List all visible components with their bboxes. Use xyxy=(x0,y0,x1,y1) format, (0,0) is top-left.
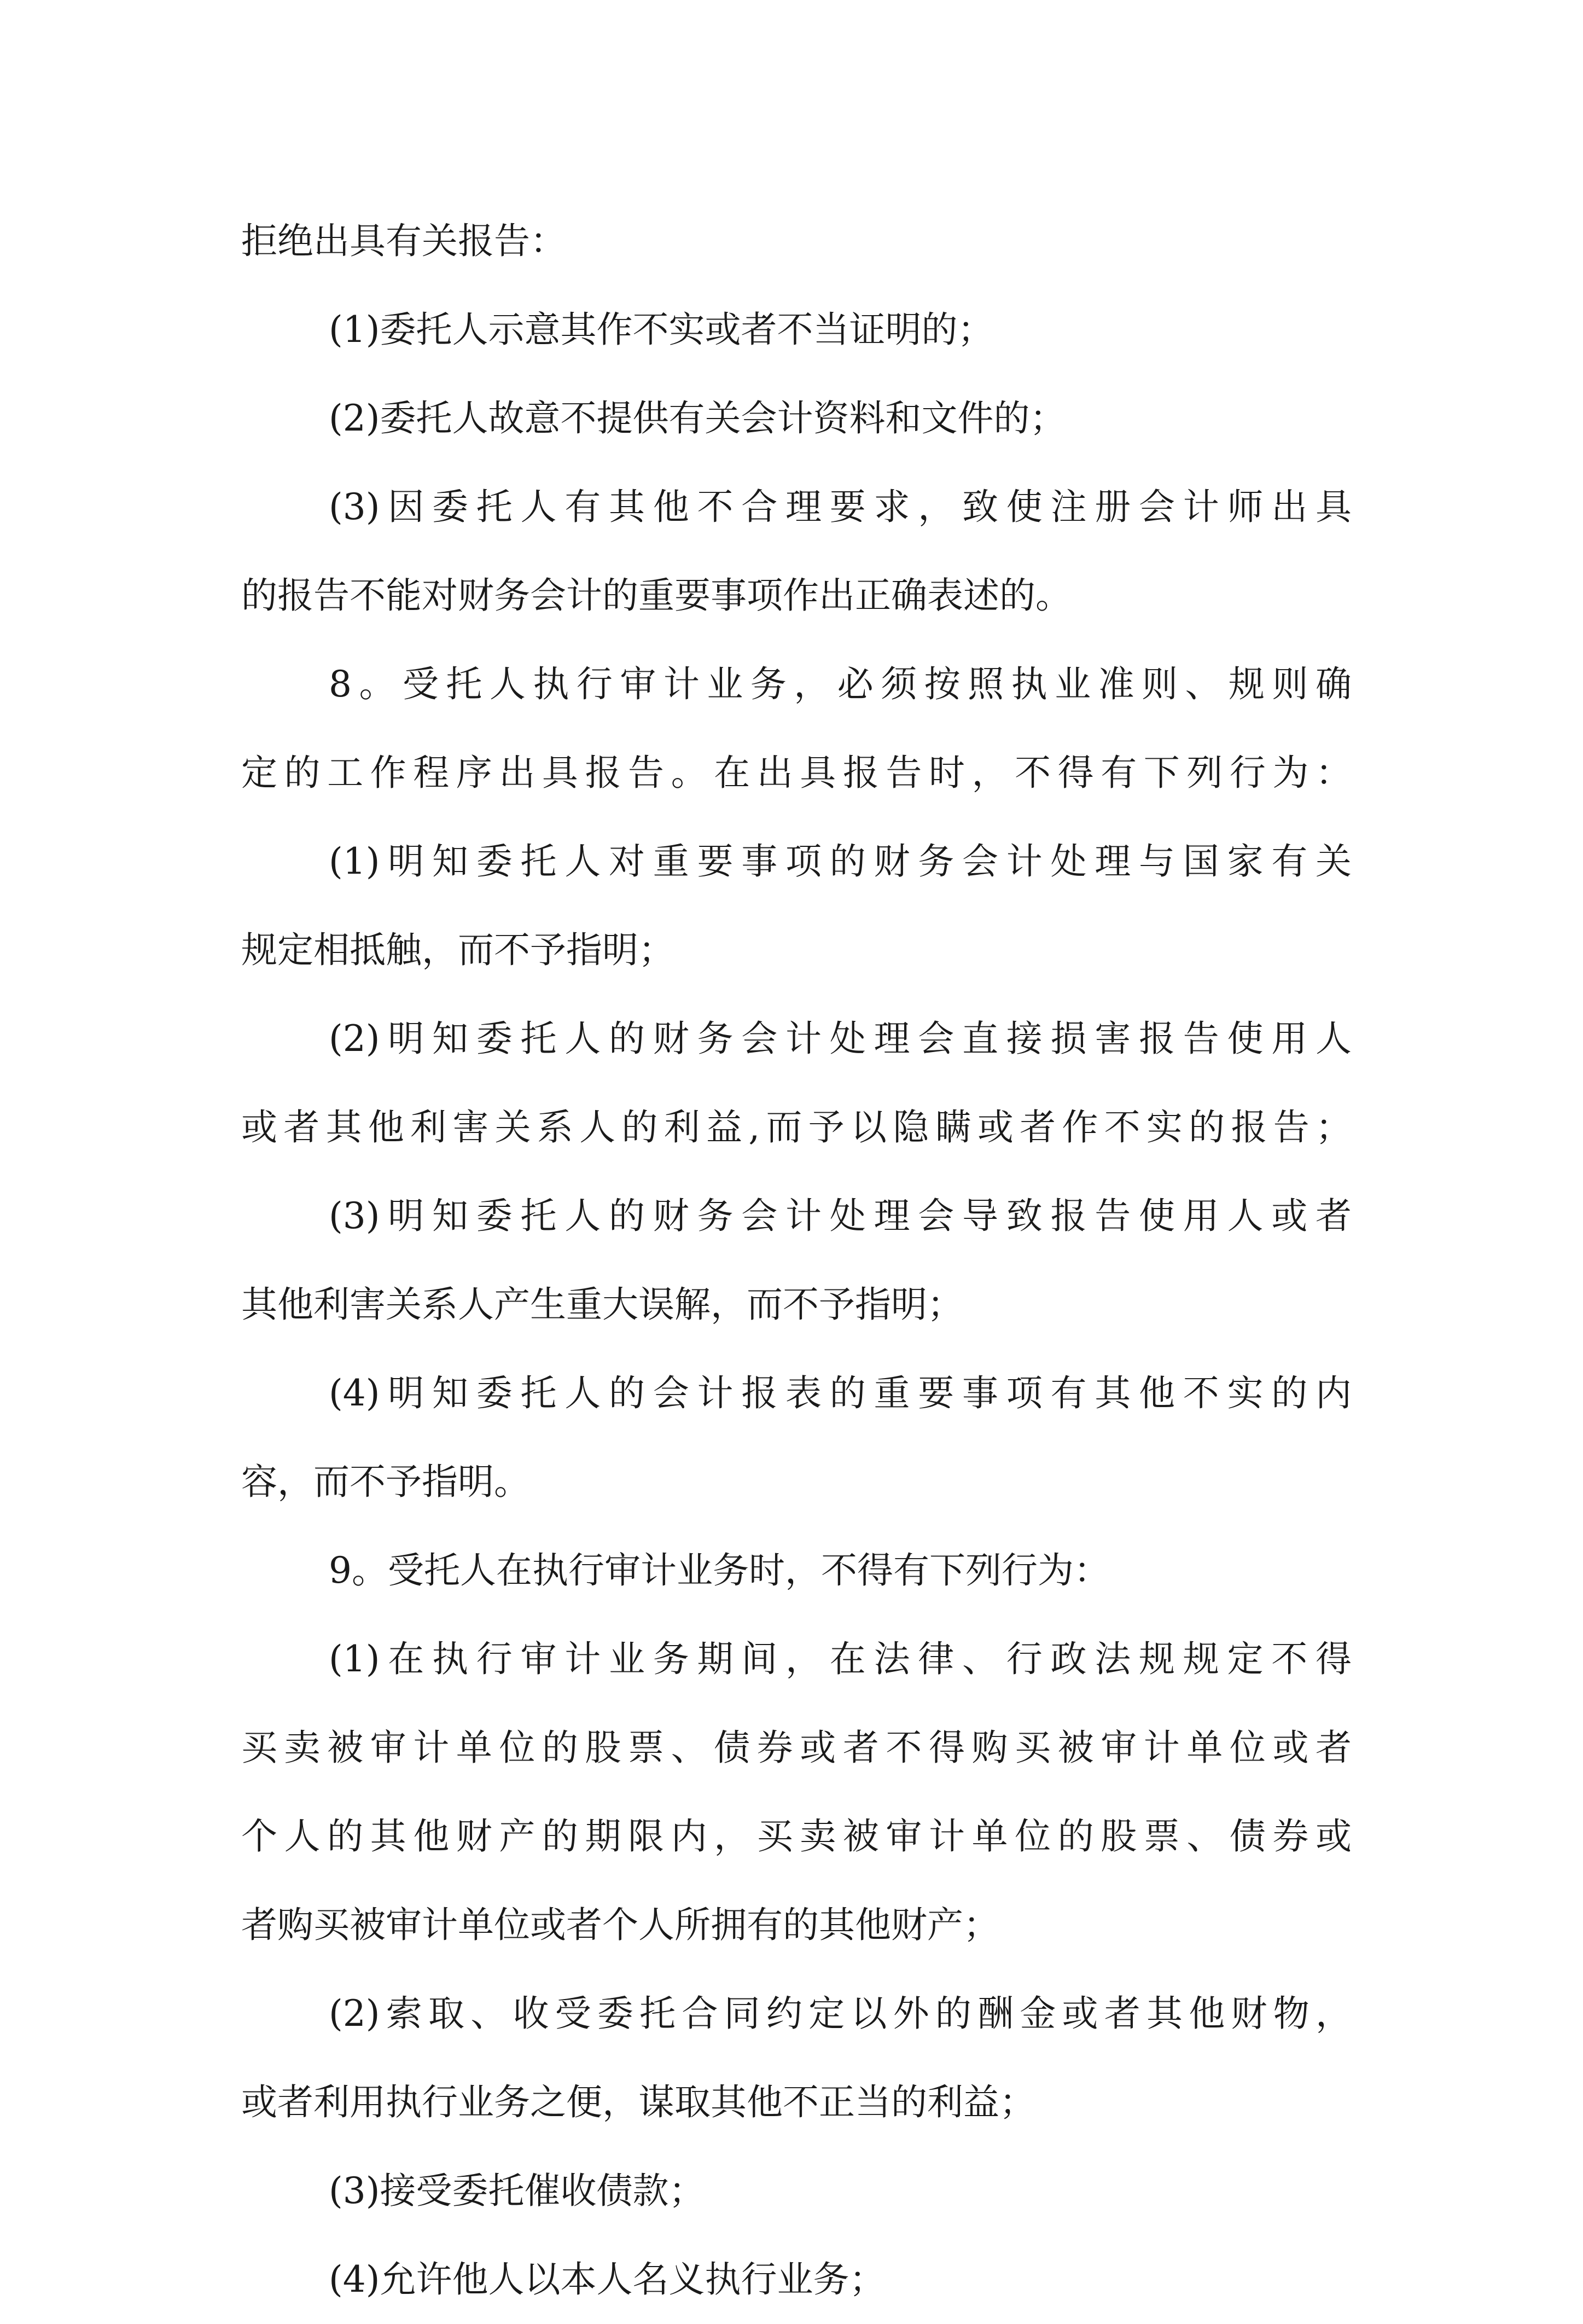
list-item-2-prohibited-reporting: (2)明知委托人的财务会计处理会直接损害报告使用人 xyxy=(329,1018,1352,1060)
text-line: 个人的其他财产的期限内，买卖被审计单位的股票、债券或 xyxy=(241,1815,1352,1857)
list-item-2-refuse-report: (2)委托人故意不提供有关会计资料和文件的； xyxy=(329,397,1066,439)
list-item-1-refuse-report: (1)委托人示意其作不实或者不当证明的； xyxy=(329,309,994,351)
list-item-3-prohibited-audit: (3)接受委托催收债款； xyxy=(329,2170,705,2212)
list-item-3-prohibited-reporting: (3)明知委托人的财务会计处理会导致报告使用人或者 xyxy=(329,1195,1352,1237)
list-item-1-prohibited-reporting: (1)明知委托人对重要事项的财务会计处理与国家有关 xyxy=(329,840,1352,882)
text-line: 规定相抵触，而不予指明； xyxy=(241,929,674,971)
text-line: 其他利害关系人产生重大误解，而不予指明； xyxy=(241,1283,963,1326)
text-line: 买卖被审计单位的股票、债券或者不得购买被审计单位或者 xyxy=(241,1727,1352,1769)
document-body xyxy=(241,197,1352,2324)
text-line: 或者其他利害关系人的利益,而予以隐瞒或者作不实的报告； xyxy=(241,1106,1352,1148)
paragraph-8-start: 8。受托人执行审计业务，必须按照执业准则、规则确 xyxy=(329,663,1352,705)
list-item-2-prohibited-audit: (2)索取、收受委托合同约定以外的酬金或者其他财物， xyxy=(329,1992,1352,2035)
text-line: 者购买被审计单位或者个人所拥有的其他财产； xyxy=(241,1904,999,1946)
text-line: 容，而不予指明。 xyxy=(241,1461,530,1503)
list-item-4-prohibited-reporting: (4)明知委托人的会计报表的重要事项有其他不实的内 xyxy=(329,1372,1352,1414)
list-item-3-refuse-report: (3)因委托人有其他不合理要求，致使注册会计师出具 xyxy=(329,486,1352,528)
text-line: 定的工作程序出具报告。在出具报告时，不得有下列行为： xyxy=(241,752,1352,794)
text-line: 拒绝出具有关报告： xyxy=(241,220,566,262)
list-item-4-prohibited-audit: (4)允许他人以本人名义执行业务； xyxy=(329,2258,886,2300)
list-item-1-prohibited-audit: (1)在执行审计业务期间，在法律、行政法规规定不得 xyxy=(329,1638,1352,1680)
paragraph-9-start: 9。受托人在执行审计业务时，不得有下列行为： xyxy=(329,1549,1110,1591)
text-line: 的报告不能对财务会计的重要事项作出正确表述的。 xyxy=(241,574,1072,617)
text-line: 或者利用执行业务之便，谋取其他不正当的利益； xyxy=(241,2081,1035,2123)
